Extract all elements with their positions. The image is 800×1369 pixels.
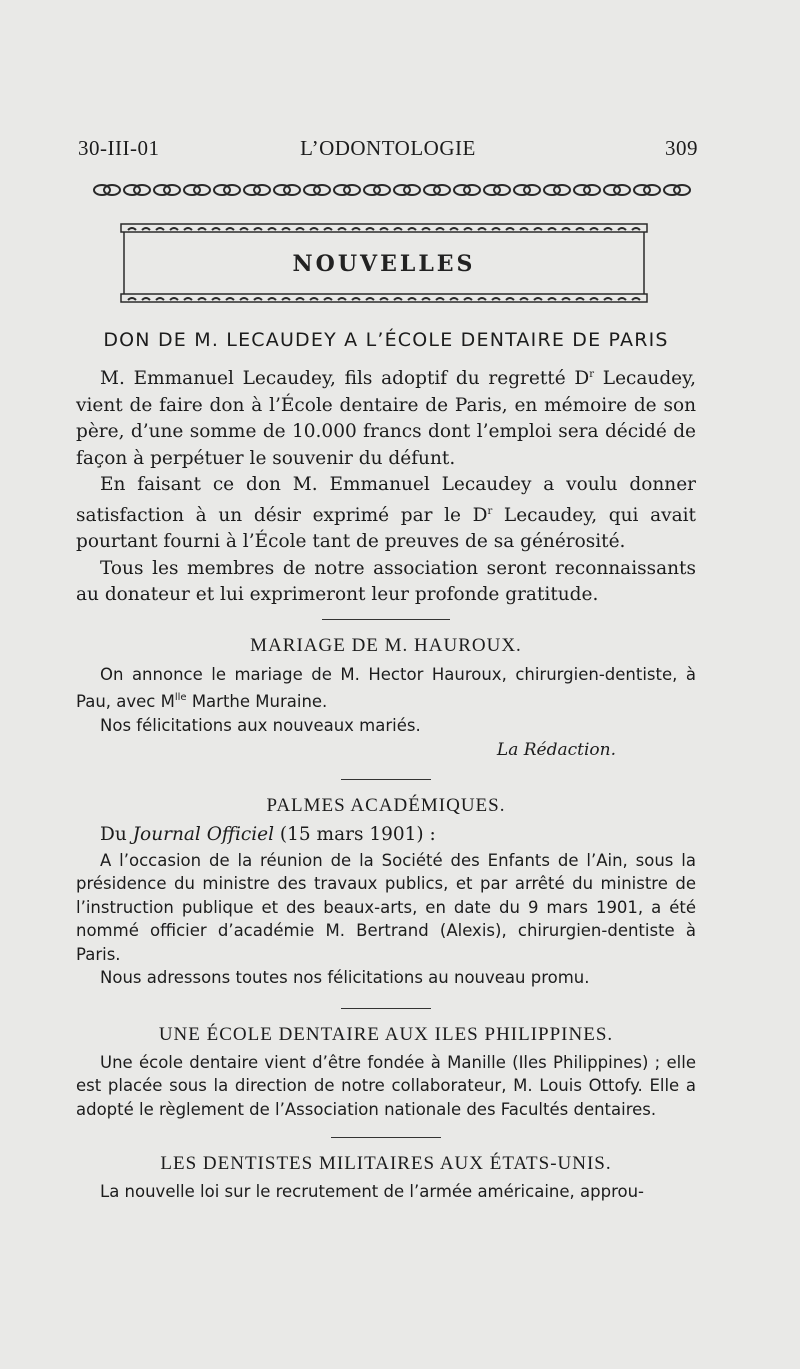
signature: La Rédaction. (496, 740, 616, 760)
banner-title: NOUVELLES (292, 251, 476, 277)
article-title: LES DENTISTES MILITAIRES AUX ÉTATS-UNIS. (160, 1153, 612, 1174)
ornament-icon (544, 185, 570, 195)
ornament-icon (94, 185, 120, 195)
running-header (78, 136, 698, 166)
article-column (76, 328, 696, 1204)
article-title: MARIAGE DE M. HAUROUX. (250, 634, 522, 656)
article-philippines (76, 1023, 696, 1122)
section-divider (341, 779, 431, 780)
paragraph: On annonce le mariage de M. Hector Hauroux, chirurgien-dentiste, à Pau, avec $M^{lle}$ Marthe Muraine. (76, 664, 696, 711)
paragraph: Nous adressons toutes nos félicitations au nouveau promu. (100, 968, 590, 987)
ornament-row (92, 180, 692, 200)
ornament-icon (574, 185, 600, 195)
section-banner (118, 220, 650, 306)
article-don (76, 328, 696, 609)
ornament-icon (424, 185, 450, 195)
article-title: UNE ÉCOLE DENTAIRE AUX ILES PHILIPPINES. (158, 1023, 614, 1045)
ornament-icon (214, 185, 240, 195)
paragraph: Nos félicitations aux nouveaux mariés. (100, 715, 421, 735)
article-mariage (76, 634, 696, 764)
section-divider (341, 1008, 431, 1009)
ornament-icon (184, 185, 210, 195)
paragraph: M. Emmanuel Lecaudey, fils adoptif du regretté $D^r$ Lecaudey, vient de faire don à l’École dentaire de Paris, en mémoire de son père, d’une somme de 10.000 francs dont l’emploi sera décidé de façon à perpétuer le souvenir du défunt. (76, 368, 697, 469)
article-title: DON DE M. LECAUDEY A L’ÉCOLE DENTAIRE DE PARIS (103, 329, 669, 351)
section-divider (331, 1137, 441, 1138)
ornament-icon (514, 185, 540, 195)
ornament-icon (124, 185, 150, 195)
paragraph: Du Journal Officiel (15 mars 1901) : (100, 824, 436, 845)
ornament-icon (274, 185, 300, 195)
ornament-icon (394, 185, 420, 195)
ornament-icon (364, 185, 390, 195)
ornament-icon (664, 185, 690, 195)
ornament-icon (304, 185, 330, 195)
paragraph: La nouvelle loi sur le recrutement de l’armée américaine, approu- (100, 1182, 644, 1201)
paragraph: A l’occasion de la réunion de la Société des Enfants de l’Ain, sous la présidence du ministre des travaux publics, et par arrêté du ministre de l’instruction publique et des beaux-arts, en date du 9 mars 1901, a été nommé officier d’académie M. Bertrand (Alexis), chirurgien-dentiste à Paris. (76, 850, 696, 964)
ornament-icon (604, 185, 630, 195)
header-date: 30-III-01 (78, 136, 160, 160)
paragraph: Tous les membres de notre association seront reconnaissants au donateur et lui exprimeront leur profonde gratitude. (76, 557, 696, 605)
ornament-icon (334, 185, 360, 195)
paragraph: En faisant ce don M. Emmanuel Lecaudey a voulu donner satisfaction à un désir exprimé par le $D^r$ Lecaudey, qui avait pourtant fourni à l’École tant de preuves de sa générosité. (76, 474, 696, 552)
section-divider (322, 619, 450, 620)
header-journal-title: L’ODONTOLOGIE (300, 136, 476, 160)
article-title: PALMES ACADÉMIQUES. (266, 795, 506, 816)
ornament-icon (454, 185, 480, 195)
ornament-icon (244, 185, 270, 195)
paragraph: Une école dentaire vient d’être fondée à Manille (Iles Philippines) ; elle est placée sous la direction de notre collaborateur, M. Louis Ottofy. Elle a adopté le règlement de l’Association nationale des Facultés dentaires. (76, 1052, 696, 1119)
ornament-icon (484, 185, 510, 195)
header-page-number: 309 (665, 136, 698, 160)
ornament-icon (634, 185, 660, 195)
article-palmes (76, 794, 696, 990)
ornament-icon (154, 185, 180, 195)
article-militaires (76, 1152, 696, 1204)
